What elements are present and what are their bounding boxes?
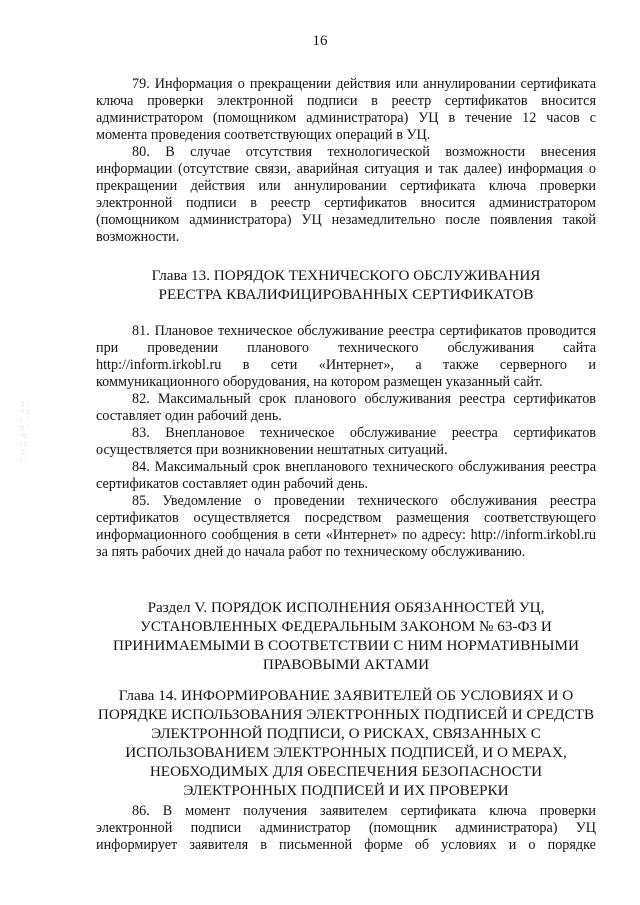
paragraph-82: 82. Максимальный срок планового обслуживания реестра сертификатов составляет один рабочий день. — [96, 391, 596, 424]
paragraph-86: 86. В момент получения заявителем сертификата ключа проверки электронной подписи администратор (помощник администратора) УЦ информирует заявителя в письменной форме об условиях и о порядке — [96, 803, 596, 853]
chapter-13-heading: Глава 13. ПОРЯДОК ТЕХНИЧЕСКОГО ОБСЛУЖИВАНИЯ РЕЕСТРА КВАЛИФИЦИРОВАННЫХ СЕРТИФИКАТОВ — [151, 267, 541, 303]
paragraphs-81-85 — [96, 323, 596, 561]
paragraph-80: 80. В случае отсутствия технологической возможности внесения информации (отсутствие связи, аварийная ситуация и так далее) информация о прекращении действия или аннулировании сертификата ключа проверки электронной подписи в реестр сертификатов вносится администратором (помощником администратора) УЦ незамедлительно после появления такой возможности. — [96, 144, 596, 245]
chapter-14-heading: Глава 14. ИНФОРМИРОВАНИЕ ЗАЯВИТЕЛЕЙ ОБ УСЛОВИЯХ И О ПОРЯДКЕ ИСПОЛЬЗОВАНИЯ ЭЛЕКТРОННЫХ ПОДПИСЕЙ И СРЕДСТВ ЭЛЕКТРОННОЙ ПОДПИСИ, О РИСКАХ, СВЯЗАННЫХ С ИСПОЛЬЗОВАНИЕМ ЭЛЕКТРОННЫХ ПОДПИСЕЙ, И О МЕРАХ, НЕОБХОДИМЫХ ДЛЯ ОБЕСПЕЧЕНИЯ БЕЗОПАСНОСТИ ЭЛЕКТРОННЫХ ПОДПИСЕЙ И ИХ ПРОВЕРКИ — [97, 687, 595, 799]
section-5-heading: Раздел V. ПОРЯДОК ИСПОЛНЕНИЯ ОБЯЗАННОСТЕЙ УЦ, УСТАНОВЛЕННЫХ ФЕДЕРАЛЬНЫМ ЗАКОНОМ № 63-ФЗ И ПРИНИМАЕМЫМИ В СООТВЕТСТВИИ С НИМ НОРМАТИВНЫМИ ПРАВОВЫМИ АКТАМИ — [112, 599, 580, 673]
paragraph-79: 79. Информация о прекращении действия или аннулировании сертификата ключа проверки электронной подписи в реестр сертификатов вносится администратором (помощником администратора) УЦ в течение 12 часов с момента проведения соответствующих операций в УЦ. — [96, 76, 596, 143]
paragraph-84: 84. Максимальный срок внепланового технического обслуживания реестра сертификатов составляет один рабочий день. — [96, 459, 596, 492]
paragraphs-79-80 — [96, 76, 596, 246]
page-number: 16 — [312, 33, 328, 49]
paragraph-85: 85. Уведомление о проведении технического обслуживания реестра сертификатов осуществляется посредством размещения соответствующего информационного сообщения в сети «Интернет» по адресу: http://inform.irkobl.ru за пять рабочих дней до начала работ по техническому обслуживанию. — [96, 493, 596, 560]
paragraph-83: 83. Внеплановое техническое обслуживание реестра сертификатов осуществляется при возникновении нештатных ситуаций. — [96, 425, 596, 458]
paragraph-86-block — [96, 803, 596, 854]
scan-artifact: ·: · · : · · :· · ·: · : :· · · — [20, 399, 30, 464]
paragraph-81: 81. Плановое техническое обслуживание реестра сертификатов проводится при проведении планового технического обслуживания сайта http://inform.irkobl.ru в сети «Интернет», а также серверного и коммуникационного оборудования, на котором размещен указанный сайт. — [96, 323, 596, 390]
